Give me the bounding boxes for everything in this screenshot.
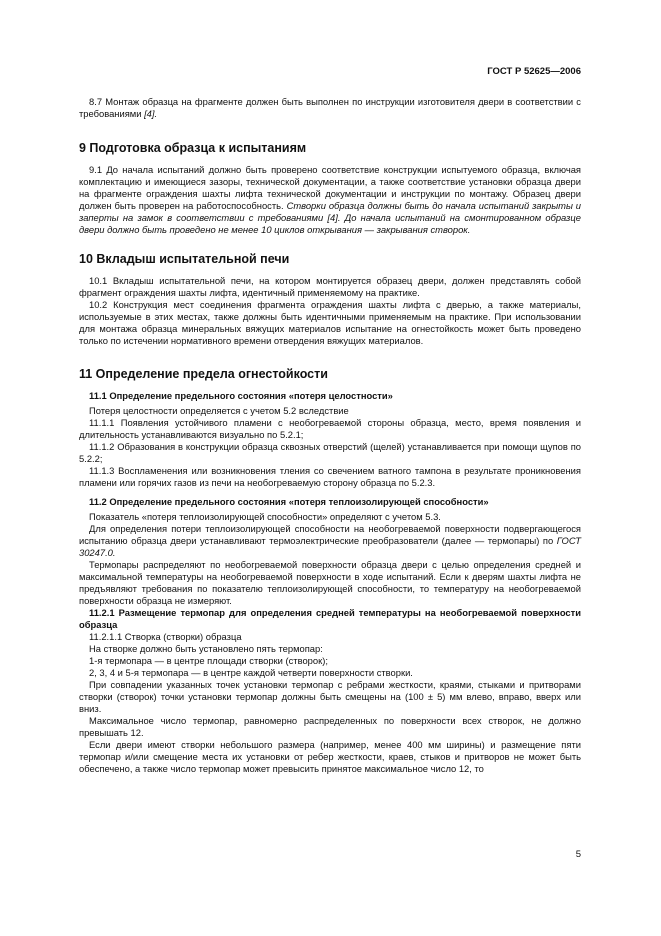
paragraph-11-2-1-1: 11.2.1.1 Створка (створки) образца — [89, 631, 242, 642]
paragraph-11-2-b: Для определения потери теплоизолирующей способности на необогреваемой поверхности подвергающегося испытанию образца двери устанавливают термоэлектрические преобразователи (далее — термопары) по ГОСТ 30247.0. — [79, 523, 581, 558]
reference: ГОСТ 30247.0. — [79, 535, 581, 558]
paragraph-coincide: При совпадении указанных точек установки термопар с ребрами жесткости, краями, стыками и притворами створки (створок) точки установки термопар должны быть смещены на (100 ± 5) мм влево, вправо, вверх или вниз. — [79, 679, 581, 714]
paragraph-11-1-intro: Потеря целостности определяется с учетом 5.2 вследствие — [89, 405, 349, 416]
paragraph-five-thermocouples: На створке должно быть установлено пять термопар: — [89, 643, 323, 654]
section-9-title: 9 Подготовка образца к испытаниям — [79, 141, 307, 155]
doc-code-header: ГОСТ Р 52625—2006 — [487, 66, 581, 77]
page-number: 5 — [575, 849, 581, 860]
document-body — [79, 96, 581, 775]
paragraph-11-2-c: Термопары распределяют по необогреваемой поверхности образца двери с целью определения средней и максимальной температуры на необогреваемой поверхности в ходе испытаний. Если к дверям шахты лифта не предъявляют требования по показателю теплоизолирующей способности, то температуру на необогреваемой поверхности образца не измеряют. — [79, 559, 581, 606]
subsection-11-2-title: 11.2 Определение предельного состояния «потеря теплоизолирующей способности» — [89, 496, 489, 507]
paragraph-10-1: 10.1 Вкладыш испытательной печи, на котором монтируется образец двери, должен представлять собой фрагмент ограждения шахты лифта, идентичный применяемому на практике. — [79, 275, 581, 298]
reference: [4]. — [144, 108, 158, 119]
paragraph-first-thermocouple: 1-я термопара — в центре площади створки (створок); — [89, 655, 328, 666]
paragraph-10-2: 10.2 Конструкция мест соединения фрагмента ограждения шахты лифта с дверью, а также материалы, используемые в этих местах, также должны быть идентичными применяемым на практике. При использовании для монтажа образца минеральных вяжущих материалов испытание на огнестойкость может быть проведено только по истечении нормативного времени отвердения вяжущих материалов. — [79, 299, 581, 346]
paragraph-11-1-3: 11.1.3 Воспламенения или возникновения тления со свечением ватного тампона в результате проникновения пламени или горячих газов из печи на необогреваемую сторону образца по 5.2.3. — [79, 465, 581, 488]
paragraph-small-doors: Если двери имеют створки небольшого размера (например, менее 400 мм ширины) и размещение пяти термопар и/или смещение места их установки от ребер жесткости, краев, стыков и притворов не может быть обеспечено, а также число термопар может превысить принятое максимальное число 12, то — [79, 739, 581, 774]
subsection-11-2-1-title: 11.2.1 Размещение термопар для определения средней температуры на необогреваемой поверхности образца — [79, 607, 581, 630]
section-11-title: 11 Определение предела огнестойкости — [79, 367, 328, 381]
paragraph-9-1: 9.1 До начала испытаний должно быть проверено соответствие конструкции испытуемого образца, включая комплектацию и имеющиеся зазоры, технической документации, а также соответствие установки образца двери на фрагменте ограждения шахты лифта технической документации и инструкции по монтажу. Образец двери должен быть проверен на работоспособность. Створки образца должны быть до начала испытаний закрыты и заперты на замок в соответствии с требованиями [4]. До начала испытаний на смонтированном образце двери должно быть проведено не менее 10 циклов открывания — закрывания створок. — [79, 164, 582, 235]
subsection-11-1-title: 11.1 Определение предельного состояния «потеря целостности» — [89, 390, 393, 401]
paragraph-max-count: Максимальное число термопар, равномерно распределенных по поверхности всех створок, не должно превышать 12. — [79, 715, 581, 738]
paragraph-8-7: 8.7 Монтаж образца на фрагменте должен быть выполнен по инструкции изготовителя двери в соответствии с требованиями [4]. — [79, 96, 581, 119]
paragraph-11-1-2: 11.1.2 Образования в конструкции образца сквозных отверстий (щелей) устанавливается при помощи щупов по 5.2.2; — [79, 441, 581, 464]
paragraph-11-2-a: Показатель «потеря теплоизолирующей способности» определяют с учетом 5.3. — [89, 511, 441, 522]
paragraph-other-thermocouples: 2, 3, 4 и 5-я термопара — в центре каждой четверти поверхности створки. — [89, 667, 413, 678]
paragraph-11-1-1: 11.1.1 Появления устойчивого пламени с необогреваемой стороны образца, место, время появления и длительность устанавливаются визуально по 5.2.1; — [79, 417, 581, 440]
section-10-title: 10 Вкладыш испытательной печи — [79, 252, 290, 266]
